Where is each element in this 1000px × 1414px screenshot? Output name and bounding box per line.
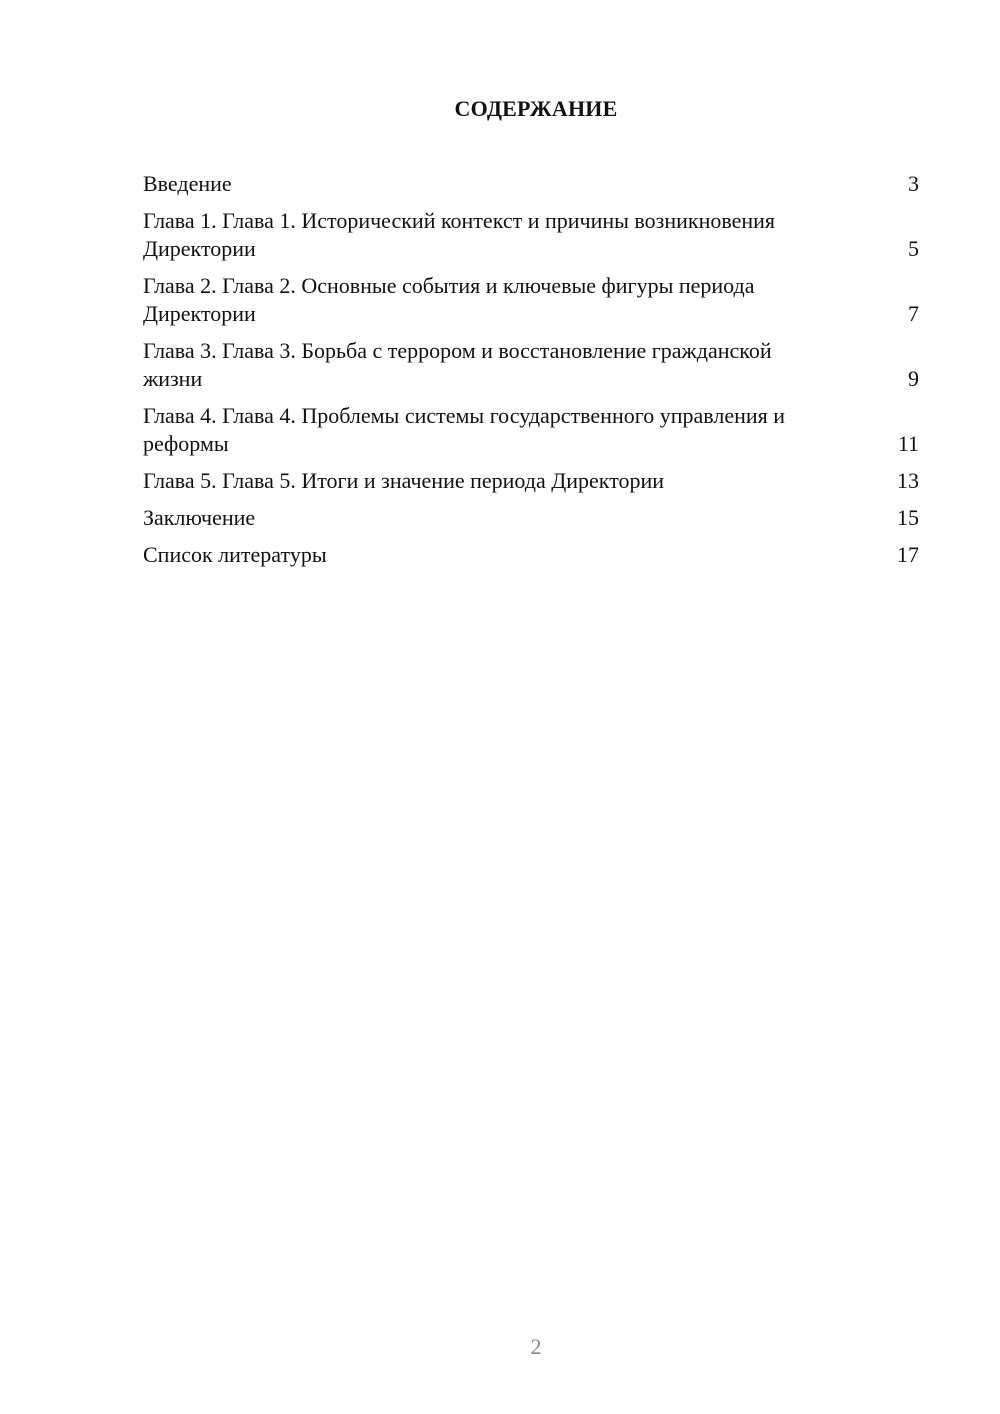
toc-entry-chapter-3[interactable] <box>143 337 919 393</box>
toc-entry-conclusion[interactable] <box>143 504 919 532</box>
toc-entry-title: Заключение <box>143 505 256 530</box>
toc-entry-page: 17 <box>897 542 919 567</box>
toc-entry-title: Глава 3. Глава 3. Борьба с террором и восстановление гражданской жизни <box>143 338 772 391</box>
toc-entry-chapter-2[interactable] <box>143 272 919 328</box>
toc-entry-title: Глава 1. Глава 1. Исторический контекст и причины возникновения Директории <box>143 208 776 261</box>
toc-entry-page: 5 <box>908 236 919 261</box>
toc-entry-page: 7 <box>908 301 919 326</box>
table-of-contents <box>143 170 919 578</box>
toc-entry-title: Введение <box>143 171 232 196</box>
page-number: 2 <box>530 1334 542 1359</box>
toc-entry-title: Список литературы <box>143 542 327 567</box>
toc-entry-page: 13 <box>897 468 919 493</box>
toc-entry-page: 11 <box>897 431 919 456</box>
toc-entry-page: 3 <box>908 171 919 196</box>
toc-entry-page: 9 <box>908 366 919 391</box>
page-title: СОДЕРЖАНИЕ <box>454 96 618 121</box>
toc-entry-page: 15 <box>897 505 919 530</box>
toc-entry-bibliography[interactable] <box>143 541 919 569</box>
toc-entry-chapter-1[interactable] <box>143 207 919 263</box>
toc-entry-introduction[interactable] <box>143 170 919 198</box>
toc-entry-chapter-5[interactable] <box>143 467 919 495</box>
toc-entry-title: Глава 2. Глава 2. Основные события и ключевые фигуры периода Директории <box>143 273 755 326</box>
toc-entry-title: Глава 5. Глава 5. Итоги и значение периода Директории <box>143 468 665 493</box>
toc-entry-chapter-4[interactable] <box>143 402 919 458</box>
toc-entry-title: Глава 4. Глава 4. Проблемы системы государственного управления и реформы <box>143 403 786 456</box>
